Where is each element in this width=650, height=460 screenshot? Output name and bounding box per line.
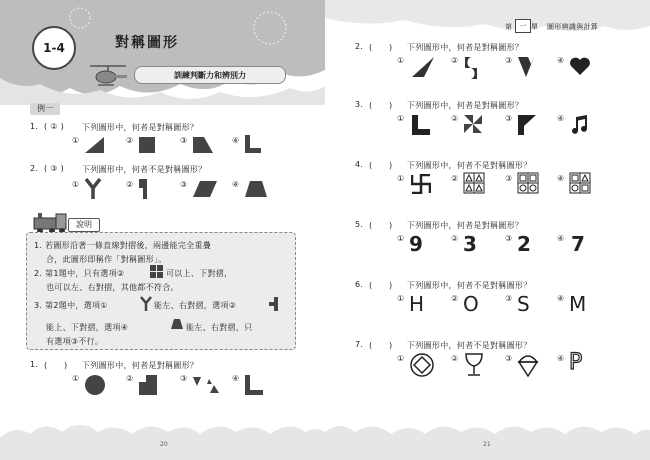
bracket-shape [138, 178, 156, 200]
option-marker-3: ③ [180, 374, 188, 383]
option-marker-4: ④ [557, 354, 565, 363]
option-marker-2: ② [451, 114, 459, 123]
question-3-number: 3. [355, 100, 364, 109]
header-strip [325, 0, 650, 40]
option-marker-3: ③ [505, 294, 513, 303]
swastika-icon [411, 174, 431, 194]
option-marker-3: ③ [505, 56, 513, 65]
letter-option-1: H [409, 292, 425, 316]
explain-line-3: 2. 第1題中，只有選項② [34, 269, 125, 278]
option-marker-1: ① [397, 114, 405, 123]
option-marker-4: ④ [557, 294, 565, 303]
option-marker-3: ③ [505, 174, 513, 183]
option-marker-1: ① [397, 294, 405, 303]
explain-line-4: 可以上、下對摺， [166, 269, 233, 278]
music-note-icon [569, 114, 589, 136]
heart-icon [569, 56, 591, 76]
header-prefix: 第 [505, 23, 513, 31]
option-marker-4: ④ [232, 180, 240, 189]
question-4-question: 下列圖形中，何者不是對稱圖形？ [407, 161, 532, 170]
option-marker-4: ④ [232, 136, 240, 145]
question-7-answer-blank[interactable]: ( ) [369, 341, 393, 350]
l-shape [244, 134, 262, 154]
example-1-question: 下列圖形中，何者是對稱圖形？ [82, 123, 199, 132]
question-6-number: 6. [355, 280, 364, 289]
letter-option-3: S [517, 292, 530, 316]
question-5-question: 下列圖形中，何者是對稱圖形？ [407, 221, 524, 230]
l-shape [411, 114, 431, 136]
option-marker-4: ④ [557, 56, 565, 65]
l-shape [244, 374, 264, 396]
right-triangle-shape [84, 136, 106, 154]
question-1-question: 下列圖形中，何者是對稱圖形？ [82, 361, 199, 370]
option-marker-1: ① [72, 374, 80, 383]
option-marker-3: ③ [180, 136, 188, 145]
triangle-grid-icon [463, 172, 485, 194]
shape-grid-icon [517, 172, 539, 194]
explain-line-2: 合，此圖形即稱作「對稱圖形」。 [46, 255, 167, 264]
option-marker-4: ④ [232, 374, 240, 383]
option-marker-3: ③ [505, 114, 513, 123]
ice-cream-icon [517, 352, 539, 378]
train-icon [30, 210, 70, 234]
option-marker-1: ① [397, 234, 405, 243]
bottom-clouds [0, 418, 325, 460]
slanted-triangle-shape [411, 56, 435, 78]
option-marker-1: ① [397, 354, 405, 363]
question-3-answer-blank[interactable]: ( ) [369, 101, 393, 110]
question-5-number: 5. [355, 220, 364, 229]
option-marker-2: ② [126, 374, 134, 383]
explain-line-8: 能上、下對摺，選項④ [46, 323, 129, 332]
question-4-answer-blank[interactable]: ( ) [369, 161, 393, 170]
explain-line-7: 能左、右對摺，選項② [154, 301, 237, 310]
lesson-title: 對稱圖形 [115, 35, 179, 51]
question-1-answer-blank[interactable]: ( ) [44, 361, 68, 370]
option-marker-2: ② [126, 180, 134, 189]
digit-option-4: 7 [571, 232, 585, 256]
trapezoid-shape-icon [170, 318, 184, 330]
goblet-icon [463, 352, 485, 378]
option-marker-3: ③ [505, 354, 513, 363]
question-7-question: 下列圖形中，何者不是對稱圖形？ [407, 341, 532, 350]
option-marker-4: ④ [557, 234, 565, 243]
diamond-circle-icon [409, 352, 435, 378]
explain-line-5: 也可以左、右對摺，其他都不符合。 [46, 283, 179, 292]
option-marker-2: ② [451, 354, 459, 363]
explain-line-10: 有選項③不行。 [46, 337, 104, 346]
flag-shape [517, 114, 537, 136]
page-number: 21 [483, 441, 491, 448]
right-page [325, 0, 650, 460]
notched-triangle-shape [517, 56, 535, 78]
digit-option-1: 9 [409, 232, 423, 256]
option-marker-1: ① [72, 180, 80, 189]
question-7-number: 7. [355, 340, 364, 349]
explain-line-1: 1. 若圖形沿著一條直線對摺後，兩邊能完全重疊 [34, 241, 212, 250]
question-6-answer-blank[interactable]: ( ) [369, 281, 393, 290]
parallelogram-shape [192, 180, 218, 198]
lesson-subtitle: 訓練判斷力和辨別力 [134, 66, 286, 84]
bracket-shape-icon [268, 296, 280, 312]
letter-p-outline: P [569, 350, 583, 375]
lesson-number: 1-4 [43, 41, 65, 55]
example-label: 例一 [30, 103, 60, 115]
square-grid-icon [150, 265, 163, 278]
option-marker-2: ② [451, 294, 459, 303]
example-2-question: 下列圖形中，何者不是對稱圖形？ [82, 165, 207, 174]
y-shape [84, 178, 102, 200]
square-shape [138, 136, 156, 154]
letter-option-4: M [569, 292, 587, 316]
explain-label: 說明 [68, 218, 100, 232]
option-marker-2: ② [126, 136, 134, 145]
question-2-answer-blank[interactable]: ( ) [369, 43, 393, 52]
s-curve-shape [463, 56, 479, 80]
header-title: 圖形辨識與計算 [547, 23, 599, 31]
header-suffix: 單 [531, 23, 539, 31]
question-5-answer-blank[interactable]: ( ) [369, 221, 393, 230]
question-2-number: 2. [355, 42, 364, 51]
circle-shape [84, 374, 106, 396]
question-1-number: 1. [30, 360, 39, 369]
option-marker-1: ① [397, 56, 405, 65]
option-marker-1: ① [72, 136, 80, 145]
pinwheel-icon [463, 114, 483, 134]
trapezoid-shape [244, 180, 268, 198]
example-1-answer: ( ② ) [44, 122, 64, 131]
triangle-pair-shape [192, 376, 220, 394]
helicopter-icon [86, 62, 130, 88]
digit-option-2: 3 [463, 232, 477, 256]
option-marker-4: ④ [557, 174, 565, 183]
option-marker-2: ② [451, 56, 459, 65]
example-1-number: 1. [30, 122, 39, 131]
lesson-badge [32, 26, 76, 70]
option-marker-3: ③ [505, 234, 513, 243]
example-2-number: 2. [30, 164, 39, 173]
option-marker-2: ② [451, 234, 459, 243]
option-marker-1: ① [397, 174, 405, 183]
step-shape [138, 374, 158, 396]
question-4-number: 4. [355, 160, 364, 169]
question-2-question: 下列圖形中，何者是對稱圖形？ [407, 43, 524, 52]
header-unit-box: 一 [515, 19, 531, 33]
question-3-question: 下列圖形中，何者是對稱圖形？ [407, 101, 524, 110]
option-marker-4: ④ [557, 114, 565, 123]
bottom-clouds [325, 418, 650, 460]
explain-line-9: 能左、右對摺，只 [186, 323, 253, 332]
quadrant-grid-icon [569, 172, 591, 194]
question-6-question: 下列圖形中，何者不是對稱圖形？ [407, 281, 532, 290]
page-number: 20 [160, 441, 168, 448]
example-2-answer: ( ③ ) [44, 164, 64, 173]
y-shape-icon [140, 296, 152, 312]
letter-option-2: O [463, 292, 479, 316]
option-marker-3: ③ [180, 180, 188, 189]
option-marker-2: ② [451, 174, 459, 183]
explain-line-6: 3. 第2題中，選項① [34, 301, 108, 310]
digit-option-3: 2 [517, 232, 531, 256]
quadrilateral-shape [192, 136, 214, 154]
